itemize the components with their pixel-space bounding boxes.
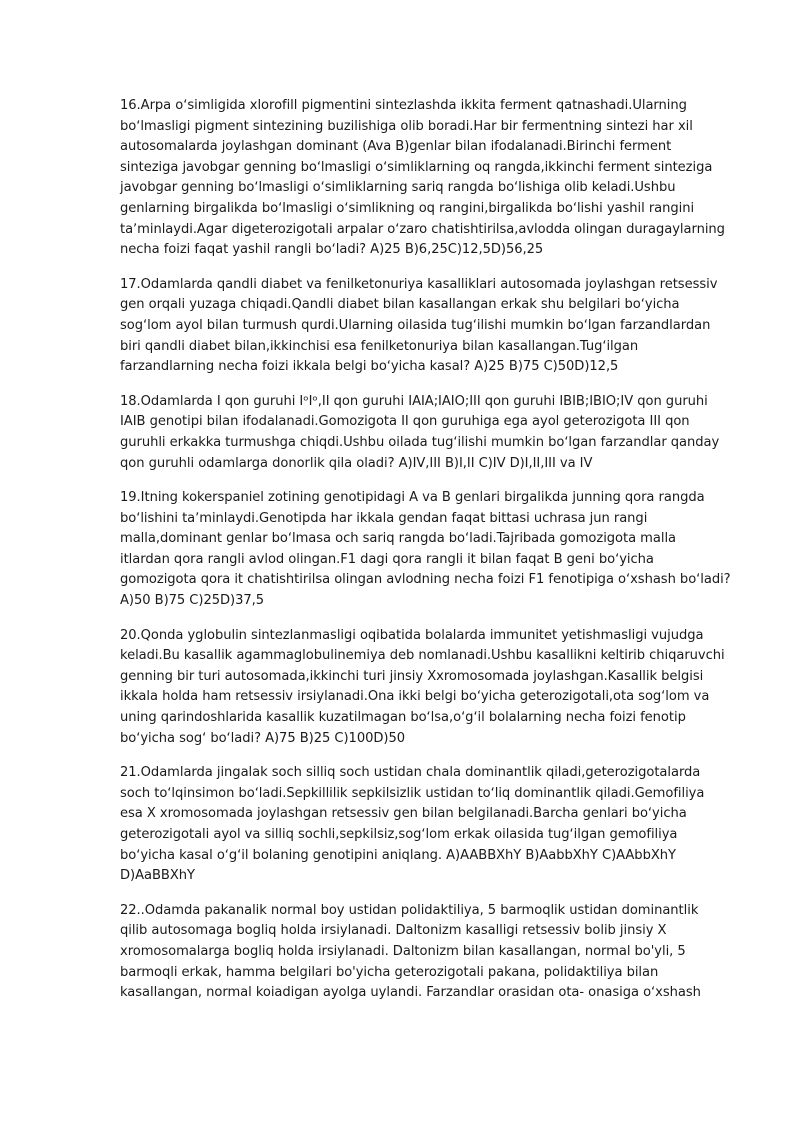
text-line: keladi.Bu kasallik agammaglobulinemiya deb nomlanadi.Ushbu kasallikni keltirib chiqaruvchi	[120, 648, 725, 664]
question-paragraph	[120, 763, 705, 887]
text-line: qon guruhli odamlarga donorlik qila oladi? A)IV,III B)I,II C)IV D)I,II,III va IV	[120, 455, 593, 471]
text-line: boʻyicha kasal oʻgʻil bolaning genotipini aniqlang. A)AABBXhY B)AabbXhY C)AAbbXhY	[120, 847, 676, 863]
text-line: soch toʻlqinsimon boʻladi.Sepkillilik sepkilsizlik ustidan toʻliq dominantlik qiladi.Gemofiliya	[120, 785, 705, 801]
question-paragraph	[120, 96, 725, 261]
text-line: sinteziga javobgar genning boʻlmasligi oʻsimliklarning oq rangda,ikkinchi ferment sinteziga	[120, 159, 713, 175]
text-line: D)AaBBXhY	[120, 868, 195, 884]
text-line: IAIB genotipi bilan ifodalanadi.Gomozigota II qon guruhiga ega ayol geterozigota III qon	[120, 414, 690, 430]
text-line: esa X xromosomada joylashgan retsessiv gen bilan belgilanadi.Barcha genlari boʻyicha	[120, 806, 687, 822]
text-line: A)50 B)75 C)25D)37,5	[120, 593, 265, 609]
text-line: genning bir turi autosomada,ikkinchi turi jinsiy Xxromosomada joylashgan.Kasallik belgisi	[120, 668, 704, 684]
text-line: ikkala holda ham retsessiv irsiylanadi.Ona ikki belgi boʻyicha geterozigotali,ota sogʻlom va	[120, 689, 710, 705]
text-line: 17.Odamlarda qandli diabet va fenilketonuriya kasalliklari autosomada joylashgan retsessiv	[120, 276, 718, 292]
text-line: gomozigota qora it chatishtirilsa olingan avlodning necha foizi F1 fenotipiga oʻxshash boʻladi?	[120, 572, 731, 588]
question-paragraph	[120, 488, 731, 612]
text-line: boʻyicha sogʻ boʻladi? A)75 B)25 C)100D)50	[120, 730, 406, 746]
text-line: autosomalarda joylashgan dominant (Ava B)genlar bilan ifodalanadi.Birinchi ferment	[120, 139, 672, 155]
text-line: 16.Arpa oʻsimligida xlorofill pigmentini sintezlashda ikkita ferment qatnashadi.Ularning	[120, 98, 687, 113]
text-line: farzandlarning necha foizi ikkala belgi boʻyicha kasal? A)25 B)75 C)50D)12,5	[120, 359, 619, 375]
text-line: 21.Odamlarda jingalak soch silliq soch ustidan chala dominantlik qiladi,geterozigotalarda	[120, 765, 701, 781]
text-line: 20.Qonda yglobulin sintezlanmasligi oqibatida bolalarda immunitet yetishmasligi vujudga	[120, 627, 704, 643]
document-body	[120, 96, 731, 1018]
text-line: taʼminlaydi.Agar digeterozigotali arpalar oʻzaro chatishtirilsa,avlodda olingan duragaylarning	[120, 221, 725, 237]
text-line: itlardan qora rangli avlod olingan.F1 dagi qora rangli it bilan faqat B geni boʻyicha	[120, 551, 654, 567]
text-line: boʻlishini taʼminlaydi.Genotipda har ikkala gendan faqat bittasi uchrasa jun rangi	[120, 510, 648, 526]
text-line: javobgar genning boʻlmasligi oʻsimliklarning sariq rangda boʻlishiga olib keladi.Ushbu	[120, 180, 676, 196]
text-line: 19.Itning kokerspaniel zotining genotipidagi A va B genlari birgalikda junning qora rangda	[120, 490, 705, 506]
text-line: sogʻlom ayol bilan turmush qurdi.Ularning oilasida tugʻilishi mumkin boʻlgan farzandlardan	[120, 317, 711, 333]
question-paragraph	[120, 901, 701, 1004]
text-line: biri qandli diabet bilan,ikkinchisi esa fenilketonuriya bilan kasallangan.Tugʻilgan	[120, 338, 639, 354]
text-line: boʻlmasligi pigment sintezining buzilishiga olib boradi.Har bir fermentning sintezi har xil	[120, 118, 693, 134]
text-line: xromosomalarga bogliq holda irsiylanadi. Daltonizm bilan kasallangan, normal bo'yli, 5	[120, 943, 686, 959]
question-paragraph	[120, 626, 725, 750]
text-line: guruhli erkakka turmushga chiqdi.Ushbu oilada tugʻilishi mumkin boʻlgan farzandlar qanday	[120, 434, 720, 450]
text-line: necha foizi faqat yashil rangli boʻladi? A)25 B)6,25C)12,5D)56,25	[120, 242, 544, 258]
text-line: malla,dominant genlar boʻlmasa och sariq rangda boʻladi.Tajribada gomozigota malla	[120, 531, 677, 547]
text-line: gen orqali yuzaga chiqadi.Qandli diabet bilan kasallangan erkak shu belgilari boʻyicha	[120, 297, 680, 313]
text-line: uning qarindoshlarida kasallik kuzatilmagan boʻlsa,oʻgʻil bolalarning necha foizi fenotip	[120, 710, 686, 726]
text-line: genlarning birgalikda boʻlmasligi oʻsimlikning oq rangini,birgalikda boʻlishi yashil rangini	[120, 200, 695, 216]
question-paragraph	[120, 392, 720, 474]
question-paragraph	[120, 275, 718, 378]
text-line: geterozigotali ayol va silliq sochli,sepkilsiz,sogʻlom erkak oilasida tugʻilgan gemofiliya	[120, 827, 678, 842]
text-line: kasallangan, normal koiadigan ayolga uylandi. Farzandlar orasidan ota- onasiga oʻxshash	[120, 985, 701, 1001]
text-line: barmoqli erkak, hamma belgilari bo'yicha geterozigotali pakana, polidaktiliya bilan	[120, 964, 659, 980]
text-line: qilib autosomaga bogliq holda irsiylanadi. Daltonizm kasalligi retsessiv bolib jinsiy X	[120, 923, 667, 939]
text-line: 18.Odamlarda I qon guruhi IᵒIᵒ,II qon guruhi IAIA;IAIO;III qon guruhi IBIB;IBIO;IV qon guruhi	[120, 393, 708, 409]
text-line: 22..Odamda pakanalik normal boy ustidan polidaktiliya, 5 barmoqlik ustidan dominantlik	[120, 902, 699, 918]
